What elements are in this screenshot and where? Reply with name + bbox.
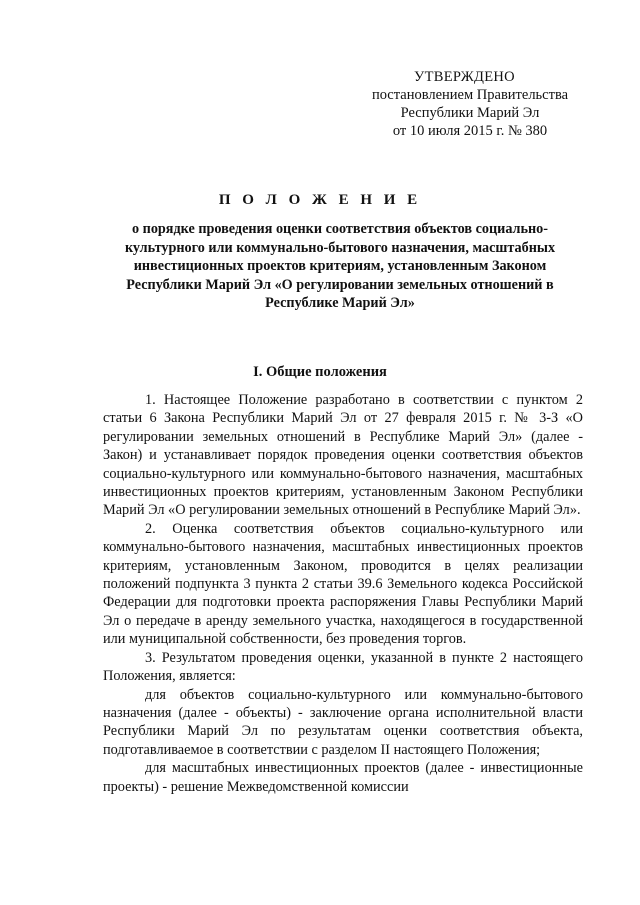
approval-line-2: Республики Марий Эл (400, 105, 540, 121)
document-subtitle: о порядке проведения оценки соответствия объектов социально-культурного или коммунально-бытового назначения, масштабных инвестиционных проектов критериям, установленным Законом Республики Марий Эл «О регулировании земельных отношений в Республике Марий Эл» (124, 221, 556, 311)
approval-line-1: постановлением Правительства (371, 87, 569, 103)
paragraph-1: 1. Настоящее Положение разработано в соответствии с пунктом 2 статьи 6 Закона Республики Марий Эл от 27 февраля 2015 г. № 3-З «О регулировании земельных отношений в Республике Марий Эл» (далее - Закон) и устанавливает порядок проведения оценки соответствия объектов социально-культурного или коммунально-бытового назначения, масштабных инвестиционных проектов критериям, установленным Законом Республики Марий Эл «О регулировании земельных отношений в Республике Марий Эл». (103, 392, 583, 519)
paragraph-3: 3. Результатом проведения оценки, указанной в пункте 2 настоящего Положения, является: (103, 649, 583, 685)
approval-line-3: от 10 июля 2015 г. № 380 (392, 123, 548, 139)
section-heading: I. Общие положения (253, 364, 387, 380)
document-title: П О Л О Ж Е Н И Е (218, 192, 422, 208)
paragraph-4: для объектов социально-культурного или коммунально-бытового назначения (далее - объекты) - заключение органа исполнительной власти Республики Марий Эл по результатам оценки соответствия объекта, подготавливаемое в соответствии с разделом II настоящего Положения; (103, 686, 583, 758)
approval-title: УТВЕРЖДЕНО (414, 69, 515, 85)
approval-block (350, 68, 590, 140)
paragraph-5: для масштабных инвестиционных проектов (далее - инвестиционные проекты) - решение Межведомственной комиссии (103, 760, 583, 795)
body-text (103, 391, 583, 796)
paragraph-2: 2. Оценка соответствия объектов социально-культурного или коммунально-бытового назначения, масштабных инвестиционных проектов критериям, установленным Законом, проводится в целях реализации положений подпункта 3 пункта 2 статьи 39.6 Земельного кодекса Российской Федерации для подготовки проекта распоряжения Главы Республики Марий Эл о передаче в аренду земельного участка, находящегося в государственной или муниципальной собственности, без проведения торгов. (103, 520, 583, 648)
